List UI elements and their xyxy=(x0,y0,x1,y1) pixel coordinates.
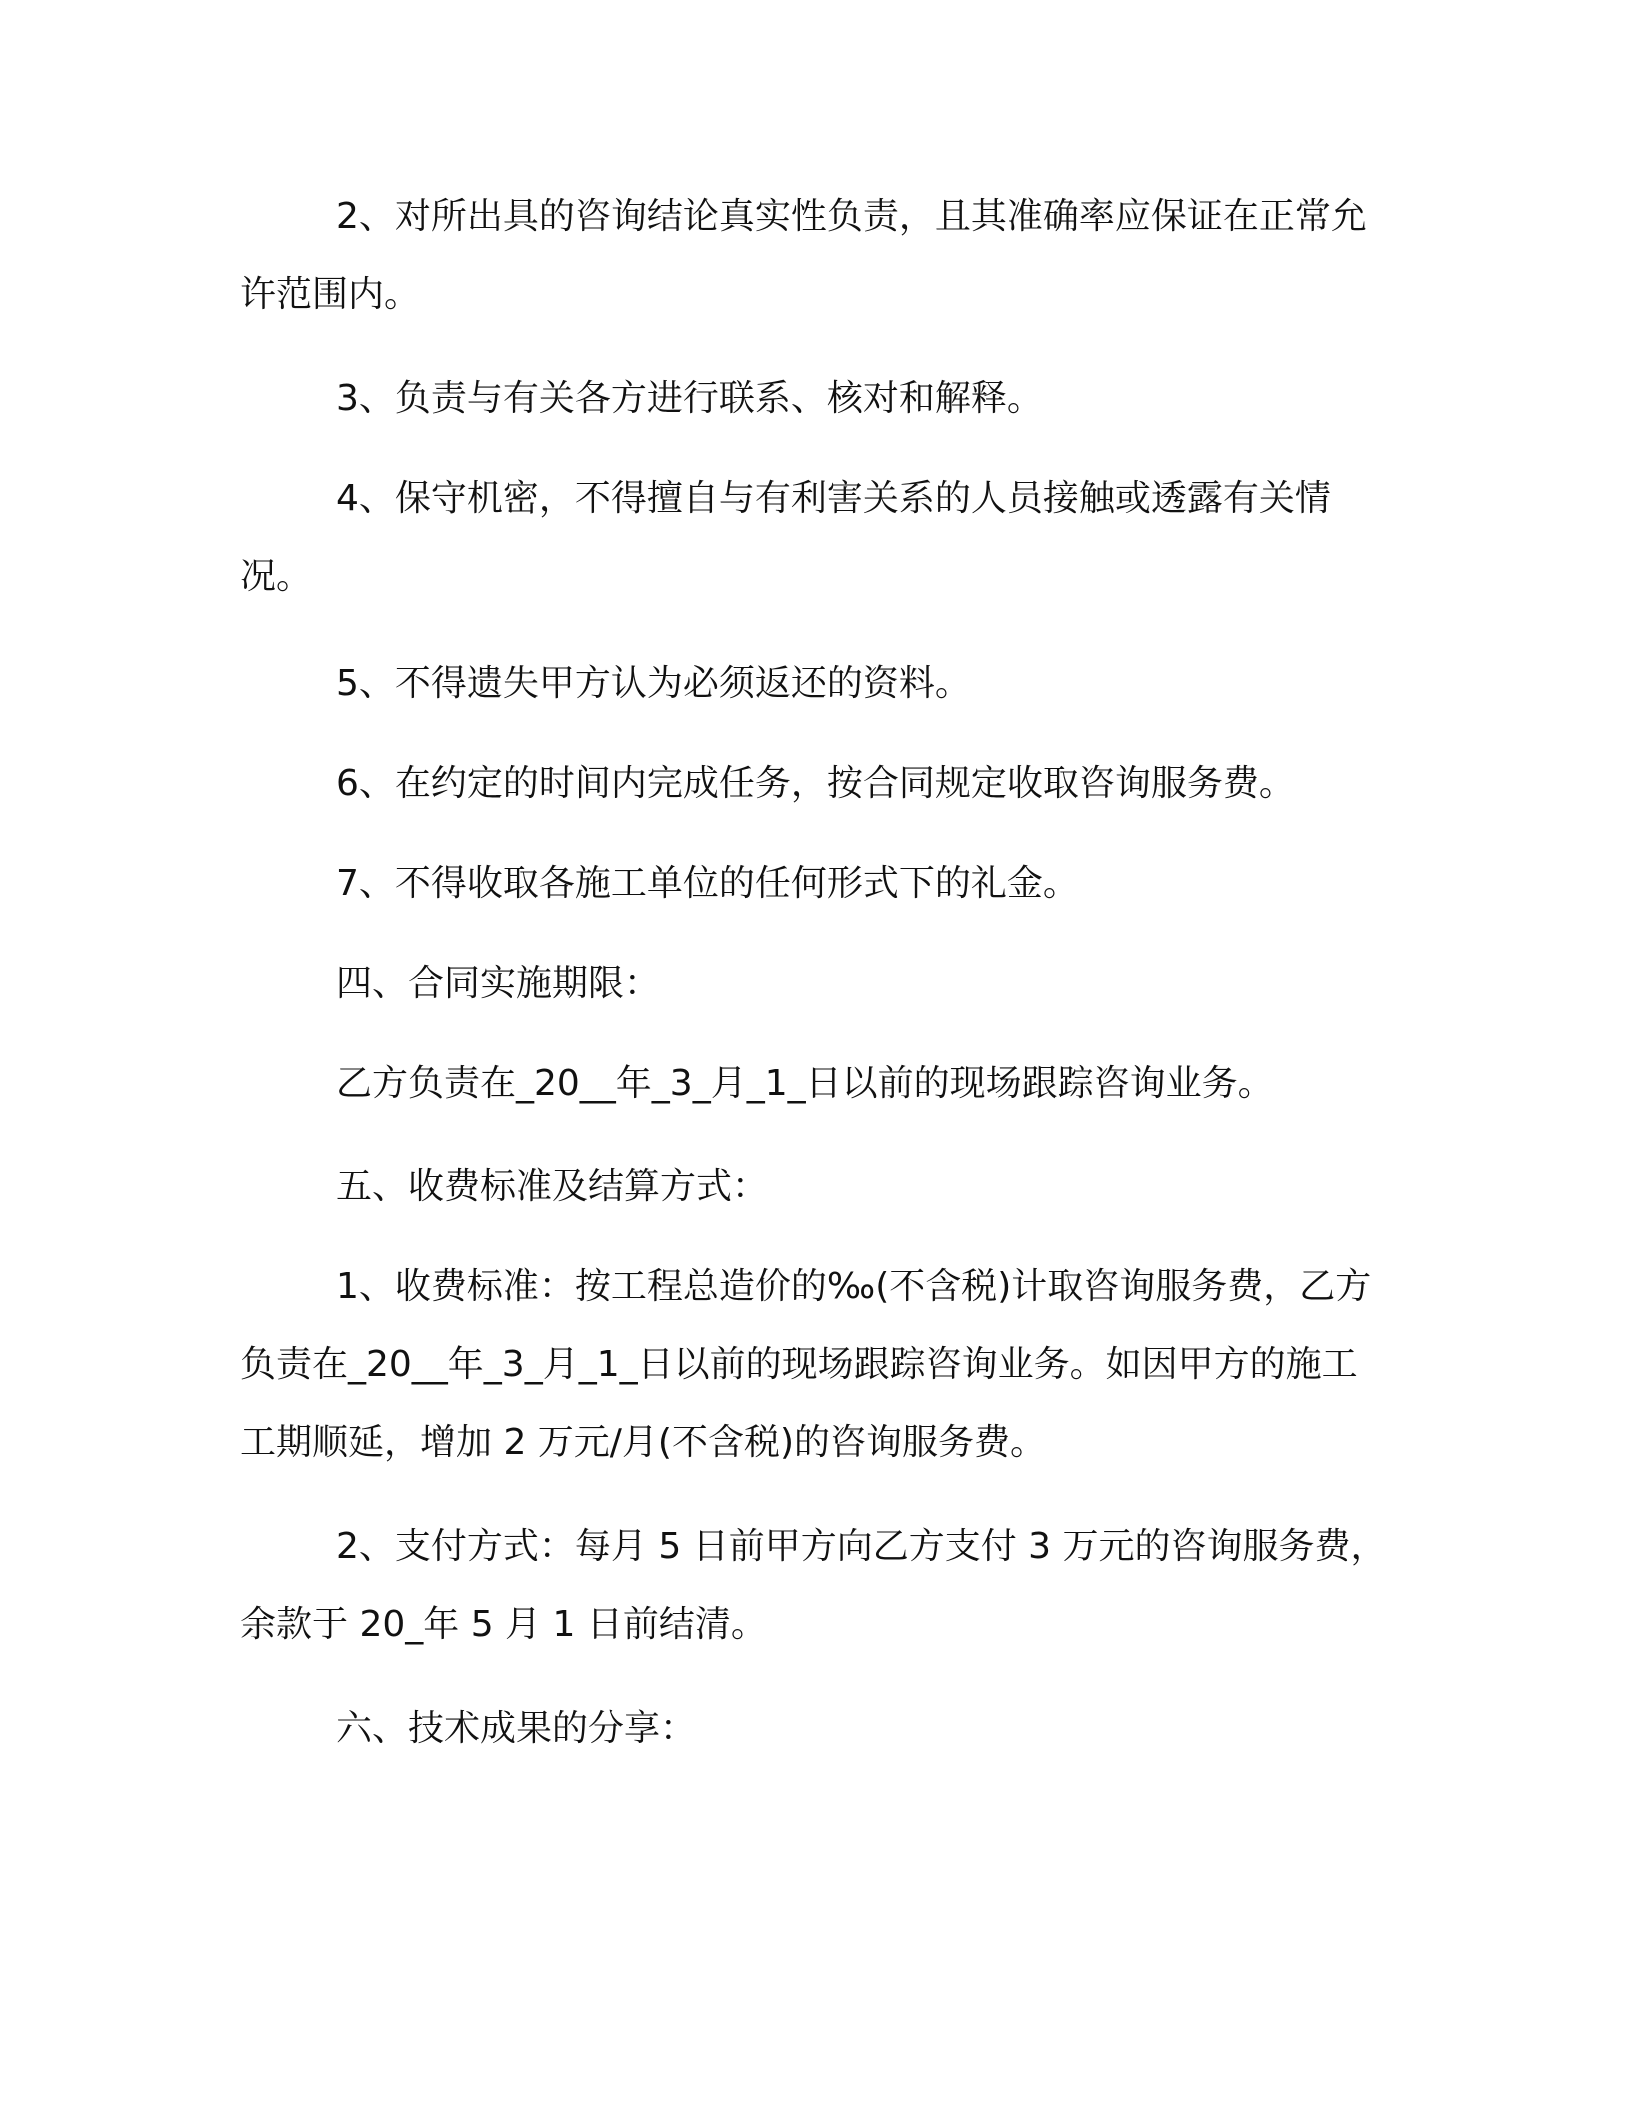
payment-method-paragraph: 2、支付方式：每月 5 日前甲方向乙方支付 3 万元的咨询服务费，余款于 20_年 5 月 1 日前结清。 xyxy=(240,1526,1387,1645)
paragraph-item-3: 3、负责与有关各方进行联系、核对和解释。 xyxy=(336,378,1043,419)
paragraph-item-4: 4、保守机密，不得擅自与有利害关系的人员接触或透露有关情况。 xyxy=(240,478,1331,597)
section-heading-4: 四、合同实施期限： xyxy=(336,963,661,1004)
paragraph-item-5: 5、不得遗失甲方认为必须返还的资料。 xyxy=(336,663,971,704)
paragraph-item-2: 2、对所出具的咨询结论真实性负责，且其准确率应保证在正常允许范围内。 xyxy=(240,196,1367,315)
paragraph-item-6: 6、在约定的时间内完成任务，按合同规定收取咨询服务费。 xyxy=(336,763,1295,804)
section-heading-5: 五、收费标准及结算方式： xyxy=(336,1166,769,1207)
contract-term-paragraph: 乙方负责在_20__年_3_月_1_日以前的现场跟踪咨询业务。 xyxy=(336,1063,1274,1104)
section-heading-6: 六、技术成果的分享： xyxy=(336,1708,697,1749)
paragraph-item-7: 7、不得收取各施工单位的任何形式下的礼金。 xyxy=(336,863,1079,904)
fee-standard-paragraph: 1、收费标准：按工程总造价的‰(不含税)计取咨询服务费，乙方负责在_20__年_3_月_1_日以前的现场跟踪咨询业务。如因甲方的施工工期顺延，增加 2 万元/月(不含税)的咨询服务费。 xyxy=(240,1266,1372,1463)
